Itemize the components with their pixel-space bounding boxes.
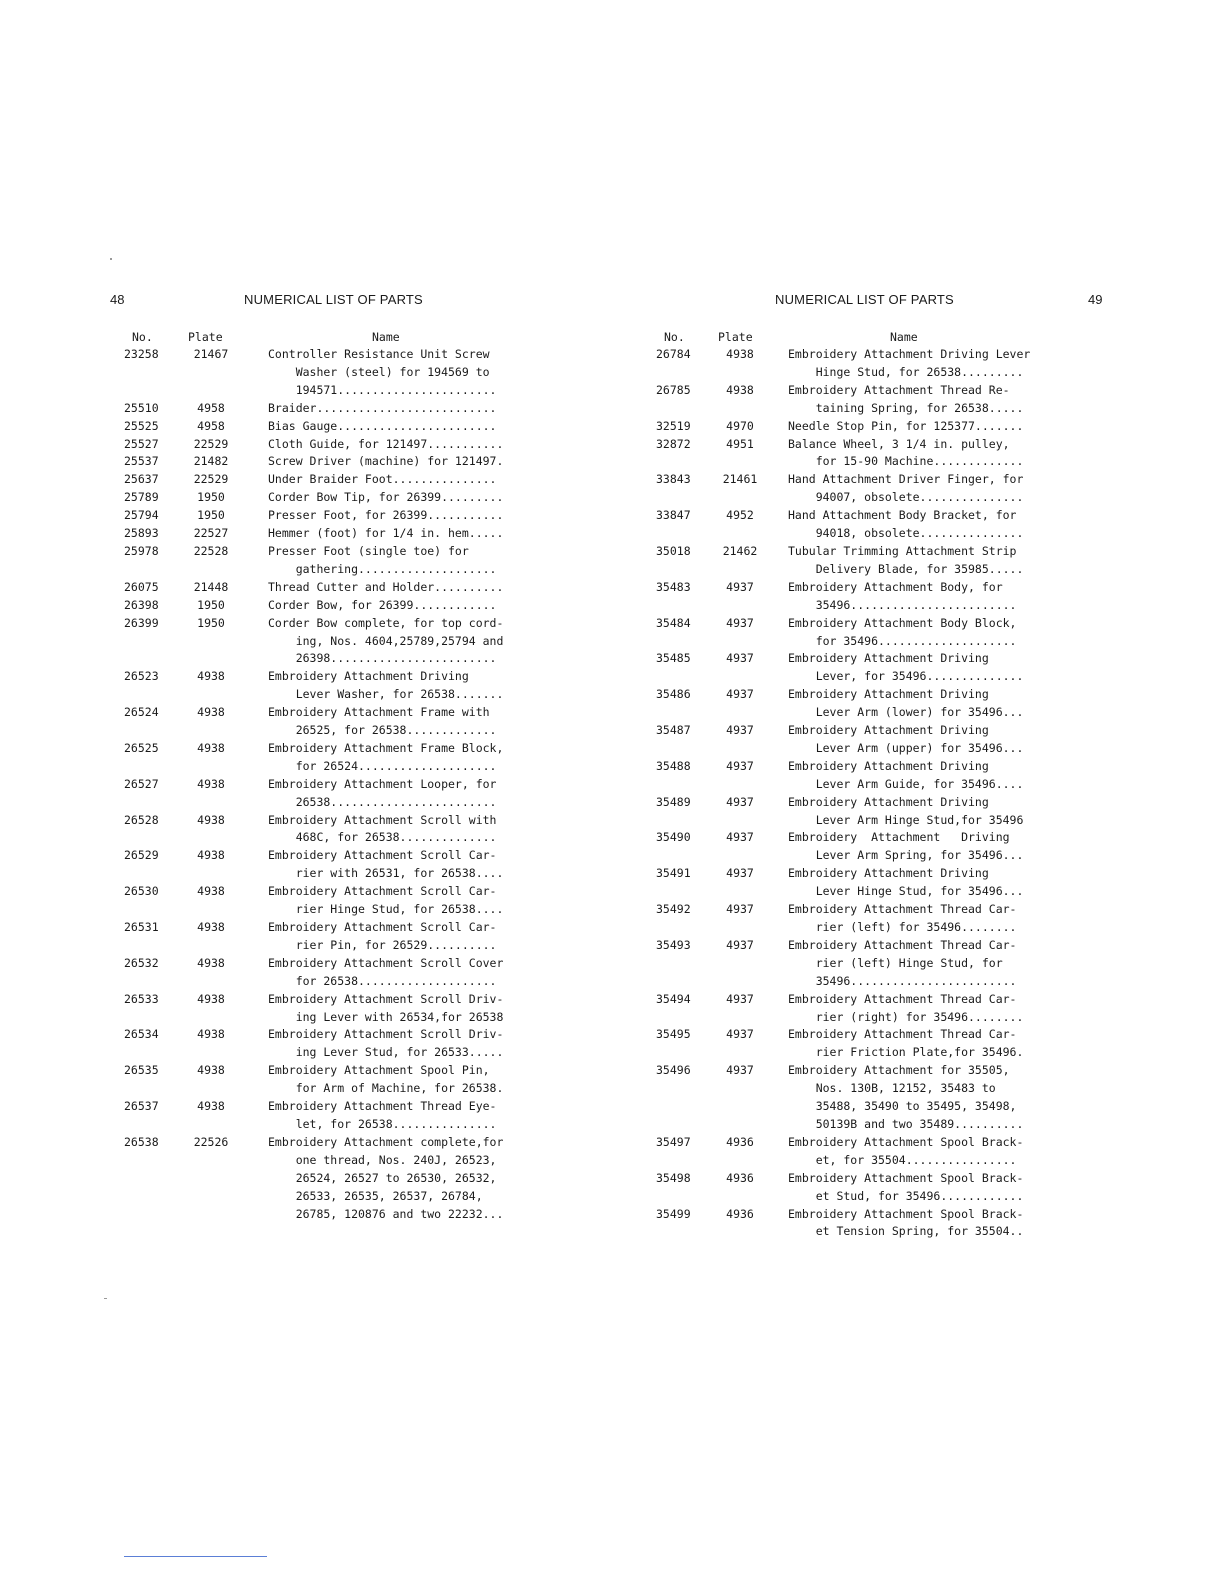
part-name: Embroidery Attachment Thread Car- rier (left) Hinge Stud, for 35496........................ — [788, 937, 1017, 988]
part-name: Embroidery Attachment Spool Brack- et, for 35504................ — [788, 1134, 1024, 1167]
part-number: 25637 — [124, 472, 159, 487]
table-row — [124, 489, 544, 507]
plate-number: 4937 — [726, 830, 754, 845]
table-row — [124, 1134, 544, 1224]
part-name: Embroidery Attachment for 35505, Nos. 130B, 12152, 35483 to 35488, 35490 to 35495, 35498, 50139B and two 35489.......... — [788, 1063, 1024, 1131]
plate-number: 4937 — [726, 902, 754, 917]
table-row — [656, 507, 1076, 543]
plate-number: 22529 — [193, 436, 229, 451]
part-name: Needle Stop Pin, for 125377....... — [788, 418, 1024, 433]
header-name: Name — [372, 330, 400, 344]
part-name: Embroidery Attachment Driving Lever Arm Hinge Stud,for 35496 — [788, 794, 1024, 827]
table-row — [124, 400, 544, 418]
part-name: Corder Bow Tip, for 26399......... — [268, 490, 504, 505]
part-number: 26533 — [124, 991, 159, 1006]
table-row — [656, 1134, 1076, 1170]
plate-number: 4938 — [197, 991, 225, 1006]
table-row — [656, 543, 1076, 579]
plate-number: 4958 — [197, 400, 225, 415]
speck — [104, 1298, 107, 1299]
plate-number: 1950 — [197, 508, 225, 523]
part-name: Embroidery Attachment Thread Re- taining Spring, for 26538..... — [788, 382, 1024, 415]
part-name: Embroidery Attachment Body Block, for 35496.................... — [788, 615, 1017, 648]
part-number: 33843 — [656, 472, 691, 487]
part-number: 35487 — [656, 723, 691, 738]
part-name: Embroidery Attachment Scroll Driv- ing Lever with 26534,for 26538 — [268, 991, 504, 1024]
part-name: Hemmer (foot) for 1/4 in. hem..... — [268, 526, 504, 541]
part-number: 32872 — [656, 436, 691, 451]
table-row — [656, 346, 1076, 382]
left-parts-list — [124, 330, 544, 1223]
plate-number: 4937 — [726, 866, 754, 881]
part-name: Embroidery Attachment Driving Lever, for 35496.............. — [788, 651, 1024, 684]
plate-number: 22528 — [193, 543, 229, 558]
part-name: Embroidery Attachment Driving Lever Washer, for 26538....... — [268, 669, 504, 702]
plate-number: 4937 — [726, 1027, 754, 1042]
table-row — [124, 847, 544, 883]
part-number: 35486 — [656, 687, 691, 702]
plate-number: 22529 — [193, 472, 229, 487]
table-row — [124, 1062, 544, 1098]
table-row — [124, 579, 544, 597]
table-row — [124, 668, 544, 704]
part-name: Balance Wheel, 3 1/4 in. pulley, for 15-90 Machine............. — [788, 436, 1024, 469]
part-number: 35495 — [656, 1027, 691, 1042]
plate-number: 4938 — [726, 382, 754, 397]
part-number: 23258 — [124, 347, 159, 361]
part-number: 26525 — [124, 740, 159, 755]
part-name: Embroidery Attachment Spool Brack- et Tension Spring, for 35504.. — [788, 1206, 1024, 1239]
part-number: 35018 — [656, 543, 691, 558]
table-row — [124, 453, 544, 471]
part-number: 35489 — [656, 794, 691, 809]
part-number: 35496 — [656, 1063, 691, 1078]
plate-number: 21448 — [193, 579, 229, 594]
plate-number: 4937 — [726, 723, 754, 738]
plate-number: 4938 — [197, 740, 225, 755]
part-name: Presser Foot, for 26399........... — [268, 508, 504, 523]
table-row — [124, 776, 544, 812]
table-row — [656, 901, 1076, 937]
table-row — [124, 740, 544, 776]
table-row — [656, 937, 1076, 991]
part-name: Controller Resistance Unit Screw Washer (steel) for 194569 to 194571....................... — [268, 347, 497, 397]
plate-number: 22526 — [193, 1134, 229, 1149]
part-number: 26785 — [656, 382, 691, 397]
plate-number: 4958 — [197, 418, 225, 433]
column-headers — [656, 330, 1076, 346]
part-number: 35484 — [656, 615, 691, 630]
right-page-number: 49 — [1088, 292, 1103, 307]
part-number: 35499 — [656, 1206, 691, 1221]
plate-number: 4937 — [726, 991, 754, 1006]
part-number: 35488 — [656, 758, 691, 773]
plate-number: 4937 — [726, 579, 754, 594]
part-name: Thread Cutter and Holder.......... — [268, 579, 504, 594]
part-name: Hand Attachment Body Bracket, for 94018, obsolete............... — [788, 508, 1024, 541]
part-name: Embroidery Attachment Looper, for 26538........................ — [268, 776, 497, 809]
part-number: 26532 — [124, 955, 159, 970]
table-row — [124, 1026, 544, 1062]
part-number: 35490 — [656, 830, 691, 845]
plate-number: 4938 — [726, 347, 754, 361]
part-number: 26529 — [124, 848, 159, 863]
plate-number: 4938 — [197, 1063, 225, 1078]
table-row — [124, 883, 544, 919]
plate-number: 4938 — [197, 920, 225, 934]
part-number: 32519 — [656, 418, 691, 433]
table-row — [656, 615, 1076, 651]
part-number: 25510 — [124, 400, 159, 415]
part-name: Screw Driver (machine) for 121497. — [268, 454, 504, 469]
part-name: Embroidery Attachment Scroll Car- rier Pin, for 26529.......... — [268, 920, 497, 952]
table-row — [656, 1062, 1076, 1134]
table-row — [656, 1206, 1076, 1242]
table-row — [124, 507, 544, 525]
plate-number: 4938 — [197, 705, 225, 720]
table-row — [124, 436, 544, 454]
part-name: Embroidery Attachment Driving Lever Arm (lower) for 35496... — [788, 687, 1024, 720]
part-number: 25537 — [124, 454, 159, 469]
table-row — [656, 418, 1076, 436]
part-number: 35492 — [656, 902, 691, 917]
plate-number: 21462 — [722, 543, 758, 558]
table-row — [124, 1098, 544, 1134]
right-rows — [656, 346, 1076, 1241]
part-name: Tubular Trimming Attachment Strip Delivery Blade, for 35985..... — [788, 543, 1024, 576]
header-plate: Plate — [718, 330, 753, 344]
plate-number: 21482 — [193, 454, 229, 469]
plate-number: 4938 — [197, 1027, 225, 1042]
part-name: Embroidery Attachment Frame Block, for 26524.................... — [268, 740, 504, 773]
part-name: Embroidery Attachment Thread Car- rier (right) for 35496........ — [788, 991, 1024, 1024]
plate-number: 21467 — [193, 347, 229, 361]
table-row — [656, 794, 1076, 830]
plate-number: 4938 — [197, 776, 225, 791]
part-name: Embroidery Attachment Driving Lever Arm (upper) for 35496... — [788, 723, 1024, 755]
table-row — [124, 543, 544, 579]
part-number: 35485 — [656, 651, 691, 666]
plate-number: 4952 — [726, 508, 754, 523]
part-number: 25794 — [124, 508, 159, 523]
plate-number: 4937 — [726, 651, 754, 666]
part-name: Embroidery Attachment Scroll with 468C, for 26538.............. — [268, 812, 497, 845]
part-name: Embroidery Attachment Spool Pin, for Arm of Machine, for 26538. — [268, 1063, 504, 1096]
part-number: 26531 — [124, 920, 159, 934]
part-name: Embroidery Attachment Body, for 35496........................ — [788, 579, 1017, 612]
header-name: Name — [890, 330, 918, 344]
plate-number: 4951 — [726, 436, 754, 451]
plate-number: 1950 — [197, 490, 225, 505]
part-name: Hand Attachment Driver Finger, for 94007, obsolete............... — [788, 472, 1024, 505]
plate-number: 4937 — [726, 758, 754, 773]
part-number: 26535 — [124, 1063, 159, 1078]
table-row — [124, 597, 544, 615]
part-number: 26527 — [124, 776, 159, 791]
plate-number: 4936 — [726, 1170, 754, 1185]
underline-mark — [124, 1556, 267, 1557]
table-row — [656, 650, 1076, 686]
table-row — [124, 615, 544, 669]
plate-number: 4938 — [197, 884, 225, 899]
part-number: 26523 — [124, 669, 159, 684]
plate-number: 1950 — [197, 615, 225, 630]
left-rows — [124, 346, 544, 1223]
part-number: 26524 — [124, 705, 159, 720]
column-headers — [124, 330, 544, 346]
plate-number: 4937 — [726, 1063, 754, 1078]
speck — [110, 258, 112, 260]
table-row — [124, 812, 544, 848]
header-plate: Plate — [188, 330, 223, 344]
part-number: 26784 — [656, 347, 691, 361]
part-name: Embroidery Attachment Driving Lever Arm Guide, for 35496.... — [788, 758, 1024, 791]
plate-number: 4938 — [197, 848, 225, 863]
table-row — [124, 704, 544, 740]
part-number: 26398 — [124, 597, 159, 612]
table-row — [656, 758, 1076, 794]
table-row — [124, 525, 544, 543]
part-name: Embroidery Attachment Scroll Car- rier Hinge Stud, for 26538.... — [268, 884, 504, 917]
table-row — [656, 1026, 1076, 1062]
table-row — [656, 436, 1076, 472]
plate-number: 4937 — [726, 794, 754, 809]
plate-number: 21461 — [722, 472, 758, 487]
table-row — [656, 865, 1076, 901]
part-name: Embroidery Attachment Driving Lever Arm Spring, for 35496... — [788, 830, 1024, 863]
table-row — [656, 382, 1076, 418]
plate-number: 4936 — [726, 1134, 754, 1149]
header-no: No. — [664, 330, 685, 344]
plate-number: 4937 — [726, 937, 754, 952]
plate-number: 4936 — [726, 1206, 754, 1221]
table-row — [656, 686, 1076, 722]
part-number: 26075 — [124, 579, 159, 594]
part-number: 35491 — [656, 866, 691, 881]
part-name: Embroidery Attachment Frame with 26525, for 26538............. — [268, 705, 497, 738]
table-row — [656, 579, 1076, 615]
part-name: Presser Foot (single toe) for gathering.................... — [268, 543, 497, 576]
plate-number: 4938 — [197, 1099, 225, 1114]
table-row — [656, 471, 1076, 507]
part-number: 26399 — [124, 615, 159, 630]
part-number: 26530 — [124, 884, 159, 899]
part-number: 25893 — [124, 526, 159, 541]
table-row — [124, 919, 544, 955]
part-name: Embroidery Attachment Spool Brack- et Stud, for 35496............ — [788, 1170, 1024, 1203]
part-name: Embroidery Attachment Thread Car- rier Friction Plate,for 35496. — [788, 1027, 1024, 1060]
plate-number: 4938 — [197, 955, 225, 970]
part-number: 35493 — [656, 937, 691, 952]
part-number: 35498 — [656, 1170, 691, 1185]
part-number: 35494 — [656, 991, 691, 1006]
plate-number: 1950 — [197, 597, 225, 612]
part-name: Corder Bow, for 26399............ — [268, 597, 497, 612]
table-row — [124, 955, 544, 991]
plate-number: 4938 — [197, 669, 225, 684]
part-number: 26537 — [124, 1099, 159, 1114]
table-row — [124, 991, 544, 1027]
table-row — [124, 346, 544, 400]
part-name: Embroidery Attachment complete,for one thread, Nos. 240J, 26523, 26524, 26527 to 26530, 26532, 26533, 26535, 26537, 26784, 26785, 120876 and two 22232... — [268, 1134, 504, 1221]
part-number: 35497 — [656, 1134, 691, 1149]
plate-number: 22527 — [193, 526, 229, 541]
part-number: 25527 — [124, 436, 159, 451]
part-name: Embroidery Attachment Scroll Car- rier with 26531, for 26538.... — [268, 848, 504, 881]
part-name: Corder Bow complete, for top cord- ing, Nos. 4604,25789,25794 and 26398........................ — [268, 615, 504, 666]
table-row — [656, 991, 1076, 1027]
table-row — [656, 1170, 1076, 1206]
part-name: Embroidery Attachment Driving Lever Hinge Stud, for 26538......... — [788, 347, 1031, 379]
right-page-title: NUMERICAL LIST OF PARTS — [775, 292, 954, 307]
part-name: Embroidery Attachment Thread Eye- let, for 26538............... — [268, 1099, 497, 1131]
table-row — [124, 471, 544, 489]
part-number: 33847 — [656, 508, 691, 523]
part-name: Embroidery Attachment Scroll Driv- ing Lever Stud, for 26533..... — [268, 1027, 504, 1060]
part-number: 26538 — [124, 1134, 159, 1149]
plate-number: 4938 — [197, 812, 225, 827]
plate-number: 4970 — [726, 418, 754, 433]
part-number: 26528 — [124, 812, 159, 827]
table-row — [124, 418, 544, 436]
left-page-title: NUMERICAL LIST OF PARTS — [244, 292, 423, 307]
part-number: 25789 — [124, 490, 159, 505]
part-name: Embroidery Attachment Thread Car- rier (left) for 35496........ — [788, 902, 1017, 934]
plate-number: 4937 — [726, 687, 754, 702]
part-name: Embroidery Attachment Driving Lever Hinge Stud, for 35496... — [788, 866, 1024, 899]
plate-number: 4937 — [726, 615, 754, 630]
header-no: No. — [132, 330, 153, 344]
left-page-number: 48 — [110, 292, 125, 307]
part-name: Embroidery Attachment Scroll Cover for 26538.................... — [268, 955, 504, 988]
part-name: Braider.......................... — [268, 400, 497, 415]
part-number: 25525 — [124, 418, 159, 433]
part-name: Bias Gauge....................... — [268, 418, 497, 433]
part-name: Under Braider Foot............... — [268, 472, 497, 487]
part-name: Cloth Guide, for 121497........... — [268, 436, 504, 451]
part-number: 25978 — [124, 543, 159, 558]
part-number: 26534 — [124, 1027, 159, 1042]
right-parts-list — [656, 330, 1076, 1241]
table-row — [656, 829, 1076, 865]
part-number: 35483 — [656, 579, 691, 594]
table-row — [656, 722, 1076, 758]
